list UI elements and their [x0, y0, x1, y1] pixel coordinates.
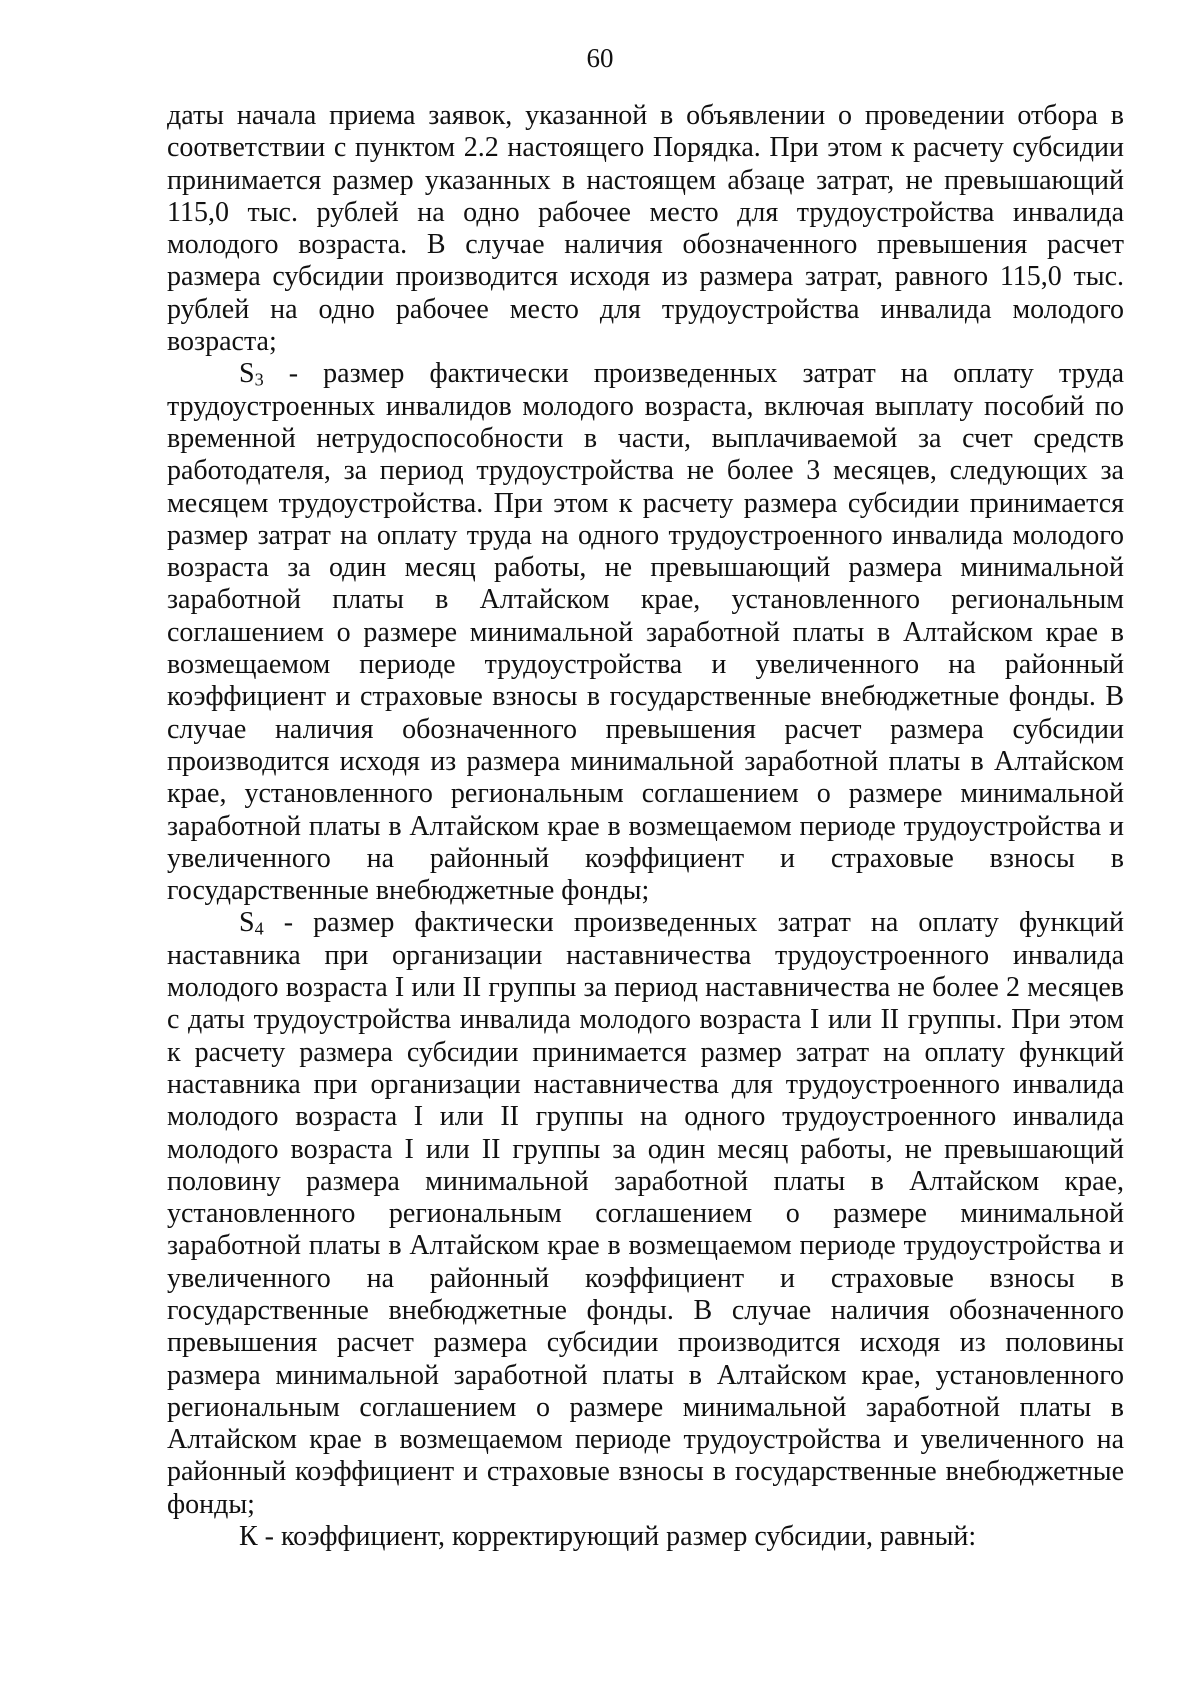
variable-symbol: S: [239, 358, 255, 390]
paragraph-text: - размер фактически произведенных затрат на оплату труда трудоустроенных инвалидов молодого возраста, включая выплату пособий по временной нетрудоспособности в части, выплачиваемой за счет средств работодателя, за период трудоустройства не более 3 месяцев, следующих за месяцем трудоустройства. При этом к расчету размера субсидии принимается размер затрат на оплату труда на одного трудоустроенного инвалида молодого возраста за один месяц работы, не превышающий размера минимальной заработной платы в Алтайском крае, установленного региональным соглашением о размере минимальной заработной платы в Алтайском крае в возмещаемом периоде трудоустройства и увеличенного на районный коэффициент и страховые взносы в государственные внебюджетные фонды. В случае наличия обозначенного превышения расчет размера субсидии производится исходя из размера минимальной заработной платы в Алтайском крае, установленного региональным соглашением о размере минимальной заработной платы в Алтайском крае в возмещаемом периоде трудоустройства и увеличенного на районный коэффициент и страховые взносы в государственные внебюджетные фонды;: [167, 358, 1124, 907]
paragraph-continuation: [167, 100, 1124, 358]
page-number: 60: [586, 43, 614, 73]
paragraph-s3-definition: [167, 358, 1124, 907]
paragraph-text: - размер фактически произведенных затрат на оплату функций наставника при организации наставничества трудоустроенного инвалида молодого возраста I или II группы за период наставничества не более 2 месяцев с даты трудоустройства инвалида молодого возраста I или II группы. При этом к расчету размера субсидии принимается размер затрат на оплату функций наставника при организации наставничества для трудоустроенного инвалида молодого возраста I или II группы на одного трудоустроенного инвалида молодого возраста I или II группы за один месяц работы, не превышающий половину размера минимальной заработной платы в Алтайском крае, установленного региональным соглашением о размере минимальной заработной платы в Алтайском крае в возмещаемом периоде трудоустройства и увеличенного на районный коэффициент и страховые взносы в государственные внебюджетные фонды. В случае наличия обозначенного превышения расчет размера субсидии производится исходя из половины размера минимальной заработной платы в Алтайском крае, установленного региональным соглашением о размере минимальной заработной платы в Алтайском крае в возмещаемом периоде трудоустройства и увеличенного на районный коэффициент и страховые взносы в государственные внебюджетные фонды;: [167, 907, 1124, 1520]
variable-subscript: 4: [254, 919, 264, 940]
paragraph-k-definition: [167, 1521, 1124, 1553]
paragraph-text: К - коэффициент, корректирующий размер субсидии, равный:: [239, 1521, 977, 1553]
paragraph-s4-definition: [167, 907, 1124, 1521]
document-body: [167, 100, 1124, 1553]
paragraph-text: даты начала приема заявок, указанной в объявлении о проведении отбора в соответствии с пунктом 2.2 настоящего Порядка. При этом к расчету субсидии принимается размер указанных в настоящем абзаце затрат, не превышающий 115,0 тыс. рублей на одно рабочее место для трудоустройства инвалида молодого возраста. В случае наличия обозначенного превышения расчет размера субсидии производится исходя из размера затрат, равного 115,0 тыс. рублей на одно рабочее место для трудоустройства инвалида молодого возраста;: [167, 100, 1124, 358]
variable-subscript: 3: [254, 370, 264, 390]
variable-symbol: S: [239, 907, 255, 939]
